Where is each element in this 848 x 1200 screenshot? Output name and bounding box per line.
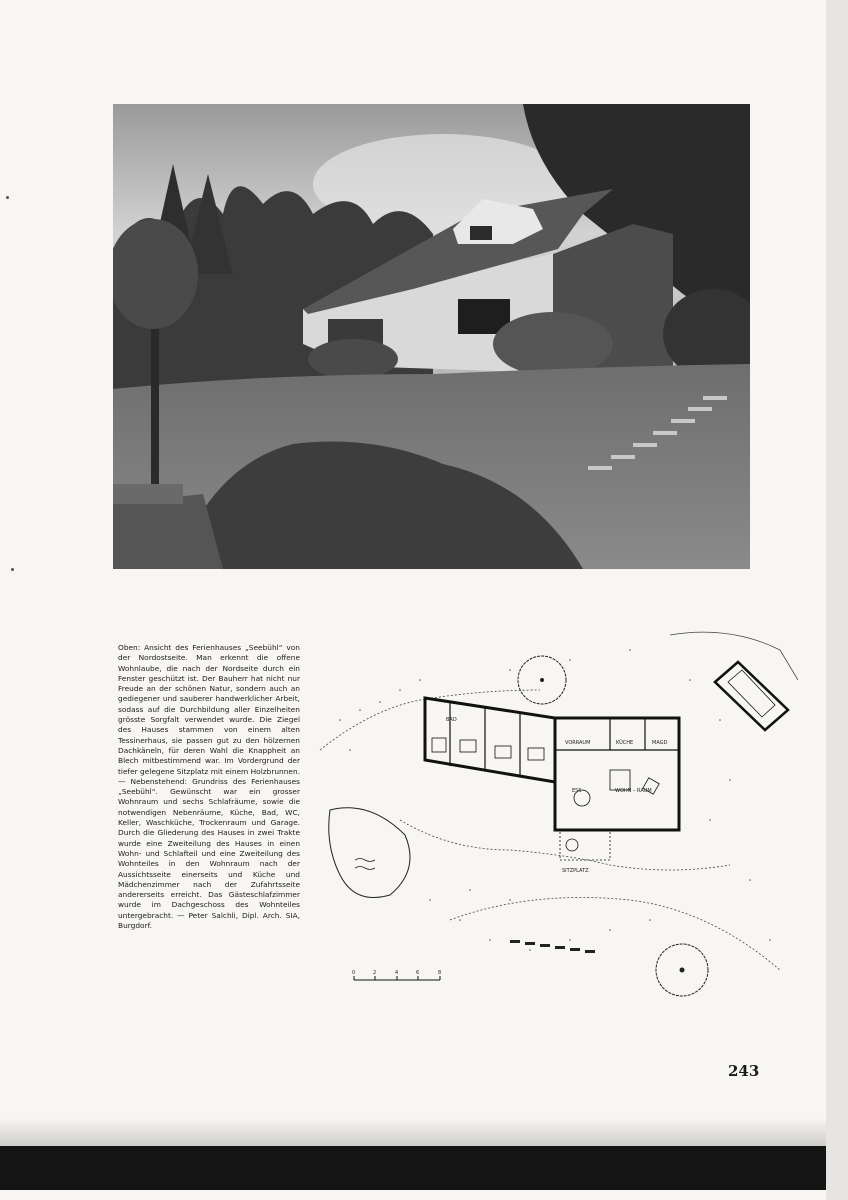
shrub [308, 339, 398, 379]
terrace [560, 830, 610, 860]
tree-trunk-symbol [680, 968, 685, 973]
scale-tick-4: 4 [395, 970, 399, 976]
scale-bar [352, 970, 441, 980]
floor-plan-drawing [310, 620, 798, 1010]
label-vorraum: VORRAUM [565, 740, 591, 746]
pond [329, 808, 410, 898]
scale-tick-8: 8 [438, 970, 442, 976]
wooden-fountain [113, 484, 183, 504]
contour-line [450, 898, 780, 971]
scale-tick-2: 2 [373, 970, 377, 976]
label-sitzplatz: SITZPLATZ [562, 868, 589, 874]
scan-shadow [0, 1118, 826, 1146]
house-photo-drawing [113, 104, 750, 569]
floor-plan [310, 620, 798, 1010]
shrub [493, 312, 613, 376]
scale-tick-0: 0 [352, 970, 356, 976]
terrace-table [566, 839, 578, 851]
house-sleeping-wing [425, 698, 555, 782]
house-living-wing [555, 718, 679, 830]
garage [715, 662, 788, 730]
label-magd: MAGD [652, 740, 668, 746]
pond-water [355, 867, 375, 870]
page-edge [826, 0, 848, 1200]
contour-line [670, 632, 798, 680]
caption-text: Oben: Ansicht des Ferienhauses „Seebühl“ von der Nordostseite. Man erkennt die offene Wohnlaube, die nach der Nordseite durch ein Fenster geschützt ist. Der Bauherr hat nicht nur Freude an der schönen Natur, sondern auch an gediegener und sauberer handwerklicher Arbeit, sodass auf die Durchbildung aller Einzelheiten grösste Sorgfalt verwendet wurde. Die Ziegel des Hauses stammen von einem alten Tessinerhaus, sie passen gut zu den hölzernen Dachkäneln, für deren Wahl die Knappheit an Blech mitbestimmend war. Im Vordergrund der tiefer gelegene Sitzplatz mit einem Holzbrunnen. — Nebenstehend: Grundriss des Ferienhauses „Seebühl“. Gewünscht war ein grosser Wohnraum und sechs Schlafräume, sowie die notwendigen Nebenräume, Küche, Bad, WC, Keller, Waschküche, Trockenraum und Garage. Durch die Gliederung des Hauses in zwei Trakte wurde eine Zweiteilung des Hauses in einen Wohn- und Schlafteil und eine Zweiteilung des Wohnteiles in den Wohnraum nach der Aussichtsseite einerseits und Küche und Mädchenzimmer nach der Zufahrtsseite andererseits erreicht. Das Gästeschlafzimmer wurde im Dachgeschoss des Wohnteiles untergebracht. — Peter Salchli, Dipl. Arch. SIA, Burgdorf. [118, 643, 300, 931]
scan-speck [11, 568, 14, 571]
dormer-window [470, 226, 492, 240]
tree-trunk-symbol [540, 678, 544, 682]
scan-speck [6, 196, 9, 199]
house-photo [113, 104, 750, 569]
scan-bottom-edge [0, 1146, 826, 1190]
label-bad: BAD [446, 717, 457, 723]
label-kueche: KÜCHE [616, 740, 634, 746]
car [728, 670, 775, 717]
scale-tick-6: 6 [416, 970, 420, 976]
garden-path [510, 940, 595, 953]
label-ess: ESS – [572, 788, 586, 794]
page-number: 243 [728, 1062, 760, 1080]
pond-water [355, 859, 375, 862]
label-wohnraum: WOHN – RAUM [615, 788, 652, 794]
